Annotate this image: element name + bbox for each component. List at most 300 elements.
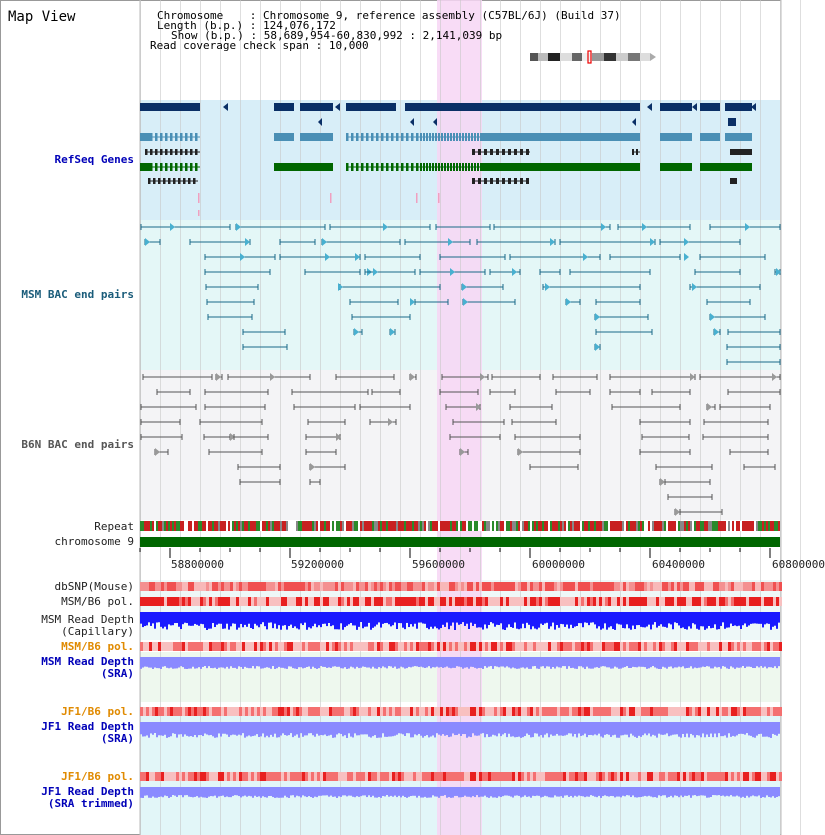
heat-cell — [476, 597, 479, 606]
heat-cell — [596, 707, 599, 716]
repeat-block — [692, 521, 694, 531]
heat-cell — [638, 707, 641, 716]
repeat-block — [244, 521, 246, 531]
repeat-block — [288, 521, 290, 531]
heat-cell — [260, 707, 263, 716]
heat-cell — [464, 707, 467, 716]
read-depth-bar — [156, 657, 158, 668]
read-depth-bar — [714, 657, 716, 667]
read-depth-bar — [414, 722, 416, 734]
heat-cell — [536, 772, 539, 781]
heat-cell — [305, 707, 308, 716]
read-depth-bar — [524, 612, 526, 628]
read-depth-bar — [170, 787, 172, 797]
read-depth-bar — [404, 657, 406, 669]
read-depth-bar — [246, 612, 248, 627]
heat-cell — [458, 582, 461, 591]
read-depth-bar — [422, 657, 424, 667]
heat-cell — [731, 597, 734, 606]
heat-cell — [533, 582, 536, 591]
read-depth-bar — [456, 787, 458, 796]
read-depth-bar — [494, 657, 496, 666]
read-depth-bar — [744, 722, 746, 735]
chromosome-label: Chromosome — [157, 9, 224, 22]
read-depth-bar — [702, 787, 704, 795]
read-depth-bar — [642, 787, 644, 797]
read-depth-bar — [536, 722, 538, 734]
repeat-block — [192, 521, 194, 531]
heat-cell — [377, 597, 380, 606]
heat-cell — [731, 582, 734, 591]
read-depth-bar — [768, 612, 770, 624]
heat-cell — [284, 582, 287, 591]
heat-cell — [614, 582, 617, 591]
read-depth-bar — [292, 612, 294, 628]
repeat-block — [694, 521, 696, 531]
read-depth-bar — [270, 612, 272, 622]
read-depth-bar — [626, 787, 628, 795]
read-depth-bar — [382, 612, 384, 624]
heat-cell — [620, 707, 623, 716]
repeat-block — [218, 521, 220, 531]
gene-exon — [474, 163, 476, 171]
repeat-block — [310, 521, 312, 531]
heat-cell — [530, 597, 533, 606]
repeat-block — [268, 521, 270, 531]
read-depth-bar — [540, 787, 542, 797]
repeat-block — [272, 521, 274, 531]
heat-cell — [428, 772, 431, 781]
read-depth-bar — [166, 787, 168, 796]
repeat-block — [298, 521, 300, 531]
heat-cell — [482, 707, 485, 716]
read-depth-bar — [766, 612, 768, 623]
heat-cell — [596, 597, 599, 606]
track-label-jf1-b6-pol[interactable]: JF1/B6 pol. — [61, 705, 134, 718]
heat-cell — [143, 707, 146, 716]
read-depth-bar — [654, 657, 656, 667]
read-depth-bar — [300, 612, 302, 623]
read-depth-bar — [400, 722, 402, 734]
heat-cell — [140, 707, 143, 716]
read-depth-bar — [548, 612, 550, 629]
read-depth-bar — [728, 657, 730, 669]
gene-exon — [361, 133, 364, 141]
read-depth-bar — [484, 657, 486, 666]
heat-cell — [254, 707, 257, 716]
heat-cell — [323, 707, 326, 716]
heat-cell — [701, 772, 704, 781]
read-depth-bar — [558, 722, 560, 736]
heat-cell — [329, 597, 332, 606]
read-depth-bar — [360, 722, 362, 734]
repeat-block — [150, 521, 152, 531]
heat-cell — [158, 707, 161, 716]
read-depth-bar — [252, 612, 254, 629]
heat-cell — [647, 772, 650, 781]
gene-exon — [185, 163, 188, 171]
read-depth-bar — [444, 657, 446, 667]
gene-exon — [490, 149, 493, 155]
gene-exon — [459, 163, 461, 171]
read-depth-bar — [658, 722, 660, 734]
heat-cell — [611, 597, 614, 606]
read-depth-bar — [332, 612, 334, 625]
track-label-dbsnp[interactable]: dbSNP(Mouse) — [54, 580, 134, 593]
heat-cell — [305, 642, 308, 651]
heat-cell — [587, 642, 590, 651]
gene-exon — [160, 133, 163, 141]
read-depth-bar — [456, 657, 458, 666]
heat-cell — [311, 597, 314, 606]
heat-cell — [593, 582, 596, 591]
read-depth-bar — [624, 722, 626, 735]
read-depth-bar — [410, 612, 412, 624]
read-depth-bar — [372, 787, 374, 796]
repeat-block — [714, 521, 716, 531]
gene-exon — [274, 133, 294, 141]
heat-cell — [608, 642, 611, 651]
heat-cell — [686, 582, 689, 591]
track-label-jf1-depth-sra[interactable]: JF1 Read Depth — [41, 720, 134, 733]
read-depth-bar — [262, 612, 264, 622]
read-depth-bar — [344, 612, 346, 627]
read-depth-bar — [396, 657, 398, 669]
gene-exon — [465, 163, 467, 171]
repeat-block — [216, 521, 218, 531]
heat-cell — [461, 582, 464, 591]
heat-cell — [575, 772, 578, 781]
read-depth-bar — [640, 722, 642, 737]
read-depth-bar — [294, 722, 296, 736]
repeat-block — [628, 521, 630, 531]
read-depth-bar — [776, 722, 778, 736]
heat-cell — [602, 707, 605, 716]
read-depth-bar — [530, 787, 532, 798]
read-depth-bar — [442, 612, 444, 625]
read-depth-bar — [544, 612, 546, 623]
heat-cell — [755, 582, 758, 591]
read-depth-bar — [380, 657, 382, 668]
read-depth-bar — [722, 787, 724, 796]
read-depth-bar — [660, 722, 662, 735]
heat-cell — [629, 707, 632, 716]
read-depth-bar — [356, 657, 358, 667]
gene-exon — [477, 133, 479, 141]
repeat-block — [202, 521, 204, 531]
heat-cell — [545, 597, 548, 606]
track-label-jf1-b6-pol-2[interactable]: JF1/B6 pol. — [61, 770, 134, 783]
read-depth-bar — [720, 787, 722, 796]
heat-cell — [581, 582, 584, 591]
read-depth-bar — [600, 657, 602, 667]
heat-cell — [656, 772, 659, 781]
heat-cell — [617, 772, 620, 781]
read-depth-bar — [236, 787, 238, 795]
read-depth-bar — [764, 657, 766, 667]
gene-exon — [438, 163, 440, 171]
track-label-b6n-bac[interactable]: B6N BAC end pairs — [21, 438, 134, 451]
heat-cell — [749, 707, 752, 716]
read-depth-bar — [152, 787, 154, 796]
read-depth-bar — [532, 612, 534, 626]
read-depth-bar — [716, 612, 718, 629]
read-depth-bar — [554, 657, 556, 669]
heat-cell — [725, 597, 728, 606]
read-depth-bar — [704, 787, 706, 796]
read-depth-bar — [476, 612, 478, 628]
read-depth-bar — [328, 722, 330, 736]
read-depth-bar — [560, 612, 562, 624]
heat-cell — [773, 582, 776, 591]
heat-cell — [329, 642, 332, 651]
read-depth-bar — [312, 612, 314, 626]
heat-cell — [770, 772, 773, 781]
repeat-block — [256, 521, 258, 531]
repeat-block — [468, 521, 470, 531]
read-depth-bar — [442, 722, 444, 734]
track-label-msm-bac[interactable]: MSM BAC end pairs — [21, 288, 134, 301]
heat-cell — [608, 772, 611, 781]
read-depth-bar — [362, 612, 364, 628]
heat-cell — [689, 582, 692, 591]
heat-cell — [161, 597, 164, 606]
heat-cell — [149, 707, 152, 716]
heat-cell — [215, 707, 218, 716]
read-depth-bar — [238, 612, 240, 628]
read-depth-bar — [678, 787, 680, 797]
heat-cell — [752, 642, 755, 651]
heat-cell — [374, 772, 377, 781]
repeat-block — [220, 521, 222, 531]
heat-cell — [422, 597, 425, 606]
heat-cell — [290, 707, 293, 716]
heat-cell — [365, 772, 368, 781]
read-depth-bar — [278, 657, 280, 667]
heat-cell — [623, 642, 626, 651]
read-depth-bar — [266, 612, 268, 629]
heat-cell — [422, 582, 425, 591]
heat-cell — [284, 597, 287, 606]
chromosome-ideogram-icon[interactable] — [530, 51, 656, 63]
read-depth-bar — [370, 787, 372, 797]
track-label-msm-depth-cap[interactable]: MSM Read Depth — [41, 613, 134, 626]
read-depth-bar — [652, 612, 654, 625]
read-depth-bar — [534, 787, 536, 796]
read-depth-bar — [144, 722, 146, 736]
heat-cell — [353, 642, 356, 651]
read-depth-bar — [460, 612, 462, 624]
read-depth-bar — [668, 657, 670, 667]
read-depth-bar — [262, 787, 264, 796]
heat-cell — [191, 582, 194, 591]
read-depth-bar — [588, 657, 590, 668]
heat-cell — [545, 582, 548, 591]
heat-cell — [485, 772, 488, 781]
read-depth-bar — [398, 612, 400, 623]
heat-cell — [164, 772, 167, 781]
heat-cell — [677, 642, 680, 651]
read-depth-bar — [168, 612, 170, 624]
heat-cell — [356, 582, 359, 591]
read-depth-bar — [232, 722, 234, 735]
read-depth-bar — [212, 612, 214, 623]
repeat-block — [188, 521, 190, 531]
read-depth-bar — [174, 722, 176, 734]
track-label-repeat[interactable]: Repeat — [94, 520, 134, 533]
heat-cell — [407, 707, 410, 716]
repeat-block — [490, 521, 492, 531]
heat-cell — [662, 642, 665, 651]
heat-cell — [248, 597, 251, 606]
heat-cell — [632, 772, 635, 781]
heat-cell — [590, 707, 593, 716]
repeat-block — [168, 521, 170, 531]
track-label-msm-b6-pol[interactable]: MSM/B6 pol. — [61, 595, 134, 608]
track-label-jf1-depth-trim[interactable]: JF1 Read Depth — [41, 785, 134, 798]
read-depth-bar — [564, 612, 566, 627]
heat-cell — [359, 597, 362, 606]
read-depth-bar — [310, 722, 312, 733]
read-depth-bar — [552, 612, 554, 623]
heat-cell — [440, 582, 443, 591]
repeat-block — [210, 521, 212, 531]
read-depth-bar — [638, 657, 640, 667]
heat-cell — [710, 772, 713, 781]
read-depth-bar — [516, 612, 518, 629]
heat-cell — [692, 582, 695, 591]
read-depth-bar — [346, 657, 348, 669]
heat-cell — [440, 642, 443, 651]
read-depth-bar — [726, 612, 728, 628]
read-depth-bar — [224, 787, 226, 797]
read-depth-bar — [750, 787, 752, 796]
heat-cell — [509, 582, 512, 591]
read-depth-bar — [506, 657, 508, 666]
read-depth-bar — [530, 722, 532, 737]
read-depth-bar — [582, 612, 584, 627]
heat-cell — [464, 582, 467, 591]
heat-cell — [773, 642, 776, 651]
read-depth-bar — [264, 787, 266, 797]
read-depth-bar — [408, 722, 410, 733]
heat-cell — [158, 772, 161, 781]
read-depth-bar — [184, 612, 186, 623]
read-depth-bar — [312, 787, 314, 798]
read-depth-bar — [204, 787, 206, 798]
repeat-block — [428, 521, 430, 531]
heat-cell — [599, 707, 602, 716]
heat-cell — [557, 597, 560, 606]
heat-cell — [569, 707, 572, 716]
pseudo-marker — [330, 193, 332, 203]
read-depth-bar — [236, 657, 238, 669]
heat-cell — [683, 597, 686, 606]
read-depth-bar — [674, 612, 676, 622]
heat-cell — [734, 642, 737, 651]
read-depth-bar — [518, 657, 520, 669]
read-depth-bar — [378, 722, 380, 738]
read-depth-bar — [292, 787, 294, 795]
heat-cell — [749, 772, 752, 781]
repeat-block — [242, 521, 244, 531]
heat-cell — [491, 707, 494, 716]
heat-cell — [707, 642, 710, 651]
repeat-block — [440, 521, 442, 531]
read-depth-bar — [676, 722, 678, 734]
read-depth-bar — [218, 722, 220, 733]
track-label-msm-b6-pol-2[interactable]: MSM/B6 pol. — [61, 640, 134, 653]
read-depth-bar — [306, 657, 308, 667]
read-depth-bar — [244, 612, 246, 625]
read-depth-bar — [706, 612, 708, 628]
track-label-msm-depth-sra[interactable]: MSM Read Depth — [41, 655, 134, 668]
heat-cell — [158, 642, 161, 651]
read-depth-bar — [174, 787, 176, 796]
read-depth-bar — [222, 787, 224, 796]
read-depth-bar — [636, 657, 638, 667]
read-depth-bar — [692, 787, 694, 795]
read-depth-bar — [504, 787, 506, 795]
read-depth-bar — [242, 787, 244, 796]
heat-cell — [569, 772, 572, 781]
read-depth-bar — [394, 612, 396, 622]
read-depth-bar — [744, 787, 746, 798]
heat-cell — [413, 582, 416, 591]
heat-cell — [446, 582, 449, 591]
heat-cell — [626, 707, 629, 716]
read-depth-bar — [420, 787, 422, 798]
gene-exon — [178, 178, 181, 184]
repeat-block — [354, 521, 356, 531]
heat-cell — [188, 772, 191, 781]
gene-exon — [416, 133, 419, 141]
heat-cell — [404, 772, 407, 781]
read-depth-bar — [732, 612, 734, 626]
heat-cell — [452, 582, 455, 591]
heat-cell — [653, 707, 656, 716]
heat-cell — [359, 582, 362, 591]
heat-cell — [344, 642, 347, 651]
heat-cell — [293, 582, 296, 591]
track-label-refseq[interactable]: RefSeq Genes — [54, 153, 134, 166]
info-sep: : — [243, 29, 264, 42]
read-depth-bar — [326, 722, 328, 736]
repeat-block — [602, 521, 604, 531]
heat-cell — [419, 582, 422, 591]
repeat-block — [522, 521, 524, 531]
heat-cell — [593, 597, 596, 606]
heat-cell — [437, 772, 440, 781]
read-depth-bar — [238, 787, 240, 796]
heat-cell — [296, 707, 299, 716]
heat-cell — [548, 707, 551, 716]
read-depth-bar — [404, 612, 406, 629]
heat-cell — [359, 772, 362, 781]
read-depth-bar — [140, 657, 142, 669]
heat-cell — [569, 582, 572, 591]
heat-cell — [728, 597, 731, 606]
heat-cell — [152, 772, 155, 781]
repeat-block — [596, 521, 598, 531]
read-depth-bar — [578, 722, 580, 733]
heat-cell — [542, 582, 545, 591]
heat-cell — [353, 707, 356, 716]
repeat-block — [166, 521, 168, 531]
heat-cell — [197, 582, 200, 591]
read-depth-bar — [748, 722, 750, 735]
read-depth-bar — [770, 787, 772, 797]
